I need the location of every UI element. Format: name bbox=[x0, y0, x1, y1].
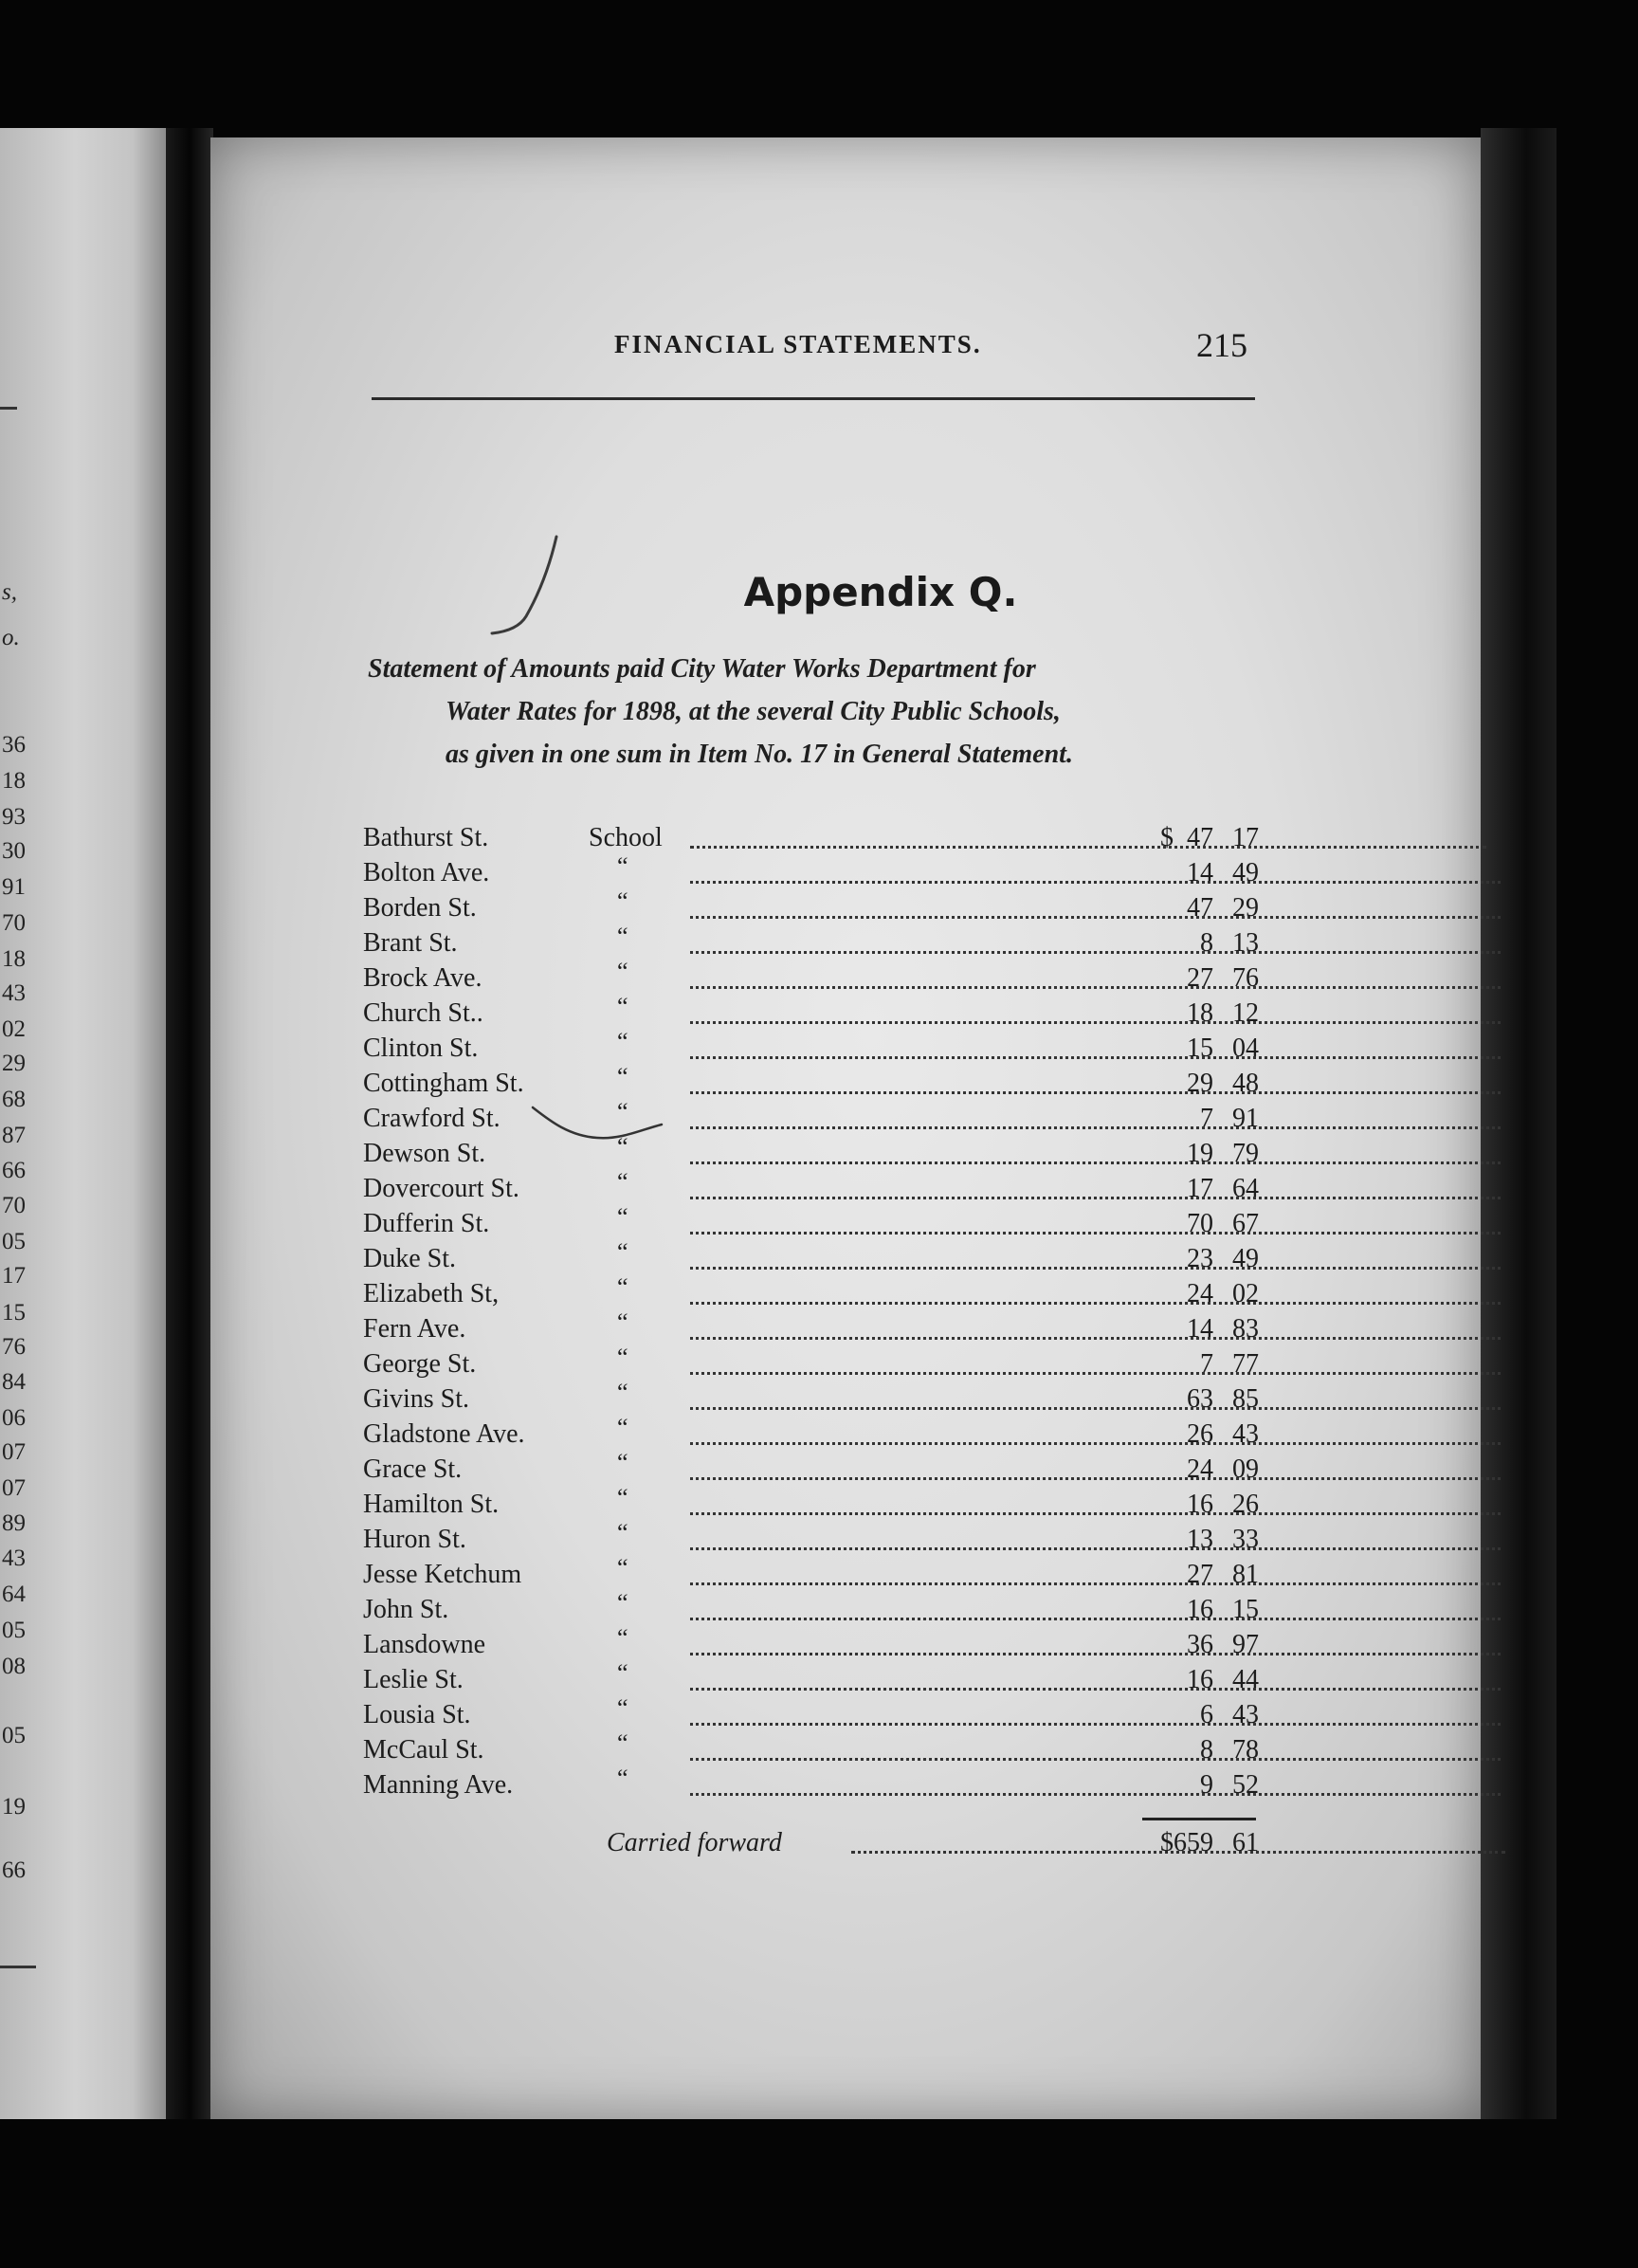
total-rule bbox=[1142, 1818, 1256, 1820]
ditto-mark: “ bbox=[617, 1098, 628, 1125]
amount-dollars: 16 bbox=[1187, 1490, 1213, 1519]
carried-forward-label: Carried forward bbox=[607, 1828, 782, 1857]
previous-page-edge bbox=[0, 128, 166, 2119]
school-name: Lousia St. bbox=[363, 1700, 471, 1729]
ditto-mark: “ bbox=[617, 1273, 628, 1301]
ledger-row bbox=[363, 823, 1259, 858]
ledger-row bbox=[363, 1484, 1259, 1525]
ditto-mark: “ bbox=[617, 1133, 628, 1161]
school-name: Givins St. bbox=[363, 1384, 470, 1414]
book-gutter bbox=[166, 128, 213, 2119]
amount-dollars: 8 bbox=[1200, 1735, 1213, 1765]
previous-page-fragment: 66 bbox=[2, 1857, 26, 1883]
amount bbox=[1175, 1770, 1259, 1801]
dot-leader bbox=[690, 1473, 1501, 1480]
ditto-mark: “ bbox=[617, 1694, 628, 1722]
ditto-mark: “ bbox=[617, 1484, 628, 1511]
amount bbox=[1175, 1033, 1259, 1064]
amount-cents: 17 bbox=[1232, 823, 1259, 852]
ledger-row bbox=[363, 1238, 1259, 1279]
amount bbox=[1175, 1384, 1259, 1415]
dot-leader bbox=[690, 842, 1486, 849]
school-name: Hamilton St. bbox=[363, 1490, 500, 1519]
school-name: McCaul St. bbox=[363, 1735, 484, 1765]
amount-cents: 76 bbox=[1232, 963, 1259, 993]
amount-cents: 85 bbox=[1232, 1384, 1259, 1414]
dot-leader bbox=[690, 1544, 1501, 1550]
amount bbox=[1175, 1104, 1259, 1134]
dot-leader bbox=[690, 912, 1501, 919]
amount bbox=[1175, 1700, 1259, 1730]
school-name: Jesse Ketchum bbox=[363, 1560, 522, 1589]
dot-leader bbox=[690, 1333, 1501, 1340]
ledger-row bbox=[363, 1063, 1259, 1104]
ditto-mark: “ bbox=[617, 1519, 628, 1546]
previous-page-fragment: 93 bbox=[2, 804, 26, 830]
dot-leader bbox=[690, 877, 1501, 884]
ledger-row bbox=[363, 1203, 1259, 1244]
previous-page-fragment: 70 bbox=[2, 1193, 26, 1218]
carried-forward-cents: 61 bbox=[1232, 1828, 1259, 1857]
amount-dollars: 16 bbox=[1187, 1595, 1213, 1624]
ditto-mark: “ bbox=[617, 1624, 628, 1652]
dot-leader bbox=[690, 1579, 1501, 1585]
school-name: Brant St. bbox=[363, 928, 458, 958]
ditto-mark: “ bbox=[617, 958, 628, 985]
amount-cents: 33 bbox=[1232, 1525, 1259, 1554]
ledger-row bbox=[363, 1554, 1259, 1595]
ditto-mark: “ bbox=[617, 1203, 628, 1231]
amount-cents: 29 bbox=[1232, 893, 1259, 923]
dot-leader bbox=[690, 1719, 1501, 1726]
ledger-row bbox=[363, 1379, 1259, 1419]
amount-dollars: 15 bbox=[1187, 1033, 1213, 1063]
amount-dollars: 63 bbox=[1187, 1384, 1213, 1414]
school-label: School bbox=[589, 823, 663, 852]
school-name: Dufferin St. bbox=[363, 1209, 490, 1238]
previous-page-fragment: 18 bbox=[2, 768, 26, 794]
ditto-mark: “ bbox=[617, 1308, 628, 1336]
amount bbox=[1175, 1314, 1259, 1344]
amount bbox=[1175, 928, 1259, 959]
ledger-row bbox=[363, 1765, 1259, 1805]
ledger-row bbox=[363, 1414, 1259, 1454]
previous-page-fragment: 84 bbox=[2, 1369, 26, 1395]
amount-dollars: 7 bbox=[1200, 1104, 1213, 1133]
ledger-row bbox=[363, 852, 1259, 893]
previous-page-fragment: 76 bbox=[2, 1334, 26, 1360]
dot-leader bbox=[690, 1438, 1501, 1445]
dot-leader bbox=[690, 982, 1501, 989]
amount-dollars: 47 bbox=[1187, 823, 1213, 852]
dot-leader bbox=[690, 1403, 1501, 1410]
header-rule bbox=[372, 397, 1255, 400]
previous-page-fragment: 18 bbox=[2, 946, 26, 972]
ditto-mark: “ bbox=[617, 852, 628, 880]
dot-leader bbox=[690, 1509, 1501, 1515]
amount-cents: 49 bbox=[1232, 858, 1259, 887]
amount-cents: 83 bbox=[1232, 1314, 1259, 1344]
ledger-row bbox=[363, 1589, 1259, 1630]
dot-leader bbox=[690, 1614, 1501, 1620]
amount-dollars: 19 bbox=[1187, 1139, 1213, 1168]
amount-cents: 79 bbox=[1232, 1139, 1259, 1168]
school-name: Borden St. bbox=[363, 893, 477, 923]
previous-page-fragment: 66 bbox=[2, 1158, 26, 1183]
dot-leader bbox=[690, 1649, 1501, 1655]
amount-cents: 26 bbox=[1232, 1490, 1259, 1519]
school-name: Crawford St. bbox=[363, 1104, 500, 1133]
previous-page-fragment: s, bbox=[2, 579, 17, 605]
ditto-mark: “ bbox=[617, 993, 628, 1020]
previous-page-fragment: 05 bbox=[2, 1229, 26, 1254]
previous-page-fragment: 19 bbox=[2, 1794, 26, 1820]
amount bbox=[1175, 823, 1259, 853]
ditto-mark: “ bbox=[617, 1414, 628, 1441]
amount bbox=[1175, 1560, 1259, 1590]
school-name: Duke St. bbox=[363, 1244, 456, 1273]
previous-page-fragment: 43 bbox=[2, 1546, 26, 1571]
amount bbox=[1175, 1419, 1259, 1450]
amount-dollars: 14 bbox=[1187, 858, 1213, 887]
previous-page-fragment: 05 bbox=[2, 1723, 26, 1748]
ledger-row bbox=[363, 923, 1259, 963]
previous-page-fragment: 43 bbox=[2, 980, 26, 1006]
ledger-row bbox=[363, 1449, 1259, 1490]
dot-leader bbox=[690, 1684, 1501, 1691]
ledger-row bbox=[363, 1273, 1259, 1314]
ledger-row bbox=[363, 1729, 1259, 1770]
dot-leader bbox=[690, 1298, 1501, 1305]
amount-dollars: 27 bbox=[1187, 963, 1213, 993]
ditto-mark: “ bbox=[617, 887, 628, 915]
school-name: Grace St. bbox=[363, 1454, 463, 1484]
amount-cents: 81 bbox=[1232, 1560, 1259, 1589]
amount-dollars: 27 bbox=[1187, 1560, 1213, 1589]
previous-page-fragment: 02 bbox=[2, 1016, 26, 1042]
ditto-mark: “ bbox=[617, 1554, 628, 1582]
amount-dollars: 6 bbox=[1200, 1700, 1213, 1729]
amount-dollars: 47 bbox=[1187, 893, 1213, 923]
ledger-row bbox=[363, 1344, 1259, 1384]
ink-squiggle-mark bbox=[531, 1102, 664, 1149]
dot-leader bbox=[690, 1228, 1501, 1235]
amount-dollars: 70 bbox=[1187, 1209, 1213, 1238]
school-name: Cottingham St. bbox=[363, 1069, 524, 1098]
amount-cents: 64 bbox=[1232, 1174, 1259, 1203]
ledger-row bbox=[363, 1519, 1259, 1560]
dot-leader bbox=[690, 1052, 1501, 1059]
previous-page-fragment: 05 bbox=[2, 1618, 26, 1643]
amount-cents: 77 bbox=[1232, 1349, 1259, 1379]
ditto-mark: “ bbox=[617, 1729, 628, 1757]
amount-dollars: 16 bbox=[1187, 1665, 1213, 1694]
amount-dollars: 18 bbox=[1187, 998, 1213, 1028]
previous-page-fragment: 08 bbox=[2, 1654, 26, 1679]
amount bbox=[1175, 858, 1259, 888]
dot-leader bbox=[690, 1017, 1501, 1024]
ledger-row bbox=[363, 993, 1259, 1033]
amount bbox=[1175, 1069, 1259, 1099]
ledger-row bbox=[363, 1624, 1259, 1665]
ledger-row bbox=[363, 958, 1259, 998]
amount-dollars: 23 bbox=[1187, 1244, 1213, 1273]
previous-page-fragment: 87 bbox=[2, 1123, 26, 1148]
school-name: Clinton St. bbox=[363, 1033, 479, 1063]
amount-cents: 43 bbox=[1232, 1700, 1259, 1729]
dot-leader bbox=[690, 1088, 1501, 1094]
previous-page-fragment: 30 bbox=[2, 838, 26, 864]
amount bbox=[1175, 1665, 1259, 1695]
amount-dollars: 24 bbox=[1187, 1279, 1213, 1308]
previous-page-fragment: 06 bbox=[2, 1405, 26, 1431]
school-name: John St. bbox=[363, 1595, 449, 1624]
amount bbox=[1175, 1454, 1259, 1485]
amount-cents: 97 bbox=[1232, 1630, 1259, 1659]
amount-dollars: 14 bbox=[1187, 1314, 1213, 1344]
carried-forward-dollars: $659 bbox=[1160, 1828, 1213, 1857]
amount bbox=[1175, 1630, 1259, 1660]
ditto-mark: “ bbox=[617, 1449, 628, 1476]
amount-cents: 12 bbox=[1232, 998, 1259, 1028]
dot-leader bbox=[690, 1754, 1501, 1761]
school-name: George St. bbox=[363, 1349, 477, 1379]
amount bbox=[1175, 963, 1259, 994]
currency-symbol: $ bbox=[1160, 823, 1174, 852]
ditto-mark: “ bbox=[617, 1589, 628, 1617]
school-name: Leslie St. bbox=[363, 1665, 464, 1694]
amount-cents: 15 bbox=[1232, 1595, 1259, 1624]
amount-cents: 04 bbox=[1232, 1033, 1259, 1063]
previous-page-fragment: 29 bbox=[2, 1051, 26, 1076]
amount-dollars: 8 bbox=[1200, 928, 1213, 958]
amount-dollars: 26 bbox=[1187, 1419, 1213, 1449]
ledger-row bbox=[363, 1168, 1259, 1209]
ditto-mark: “ bbox=[617, 1238, 628, 1266]
previous-page-fragment: 91 bbox=[2, 874, 26, 900]
amount-cents: 43 bbox=[1232, 1419, 1259, 1449]
previous-page-total-rule bbox=[0, 1966, 36, 1968]
school-name: Fern Ave. bbox=[363, 1314, 466, 1344]
previous-page-fragment: 17 bbox=[2, 1263, 26, 1289]
amount bbox=[1175, 998, 1259, 1029]
statement-line-3: as given in one sum in Item No. 17 in General Statement. bbox=[446, 740, 1073, 769]
ledger-row bbox=[363, 887, 1259, 928]
previous-page-fragment: 07 bbox=[2, 1439, 26, 1465]
amount-cents: 78 bbox=[1232, 1735, 1259, 1765]
running-head: FINANCIAL STATEMENTS. bbox=[614, 330, 982, 358]
previous-page-rule bbox=[0, 407, 17, 410]
dot-leader bbox=[690, 947, 1501, 954]
previous-page-fragment: 64 bbox=[2, 1582, 26, 1607]
school-name: Gladstone Ave. bbox=[363, 1419, 525, 1449]
amount-cents: 48 bbox=[1232, 1069, 1259, 1098]
statement-line-2: Water Rates for 1898, at the several City Public Schools, bbox=[446, 697, 1061, 726]
statement-line-1: Statement of Amounts paid City Water Works Department for bbox=[368, 654, 1036, 684]
carried-forward-amount bbox=[1160, 1828, 1259, 1858]
dot-leader bbox=[690, 1368, 1501, 1375]
dot-leader bbox=[690, 1193, 1501, 1199]
previous-page-fragment: o. bbox=[2, 625, 20, 650]
ditto-mark: “ bbox=[617, 1379, 628, 1406]
dot-leader bbox=[690, 1263, 1501, 1270]
ledger-row bbox=[363, 1133, 1259, 1174]
amount-dollars: 36 bbox=[1187, 1630, 1213, 1659]
ledger-row bbox=[363, 1694, 1259, 1735]
school-name: Elizabeth St, bbox=[363, 1279, 500, 1308]
amount-cents: 09 bbox=[1232, 1454, 1259, 1484]
ditto-mark: “ bbox=[617, 1063, 628, 1090]
previous-page-fragment: 70 bbox=[2, 910, 26, 936]
ledger-row bbox=[363, 1308, 1259, 1349]
dot-leader bbox=[690, 1123, 1501, 1129]
ditto-mark: “ bbox=[617, 1659, 628, 1687]
amount-dollars: 13 bbox=[1187, 1525, 1213, 1554]
ditto-mark: “ bbox=[617, 923, 628, 950]
amount bbox=[1175, 1139, 1259, 1169]
school-name: Church St.. bbox=[363, 998, 483, 1028]
amount bbox=[1175, 1735, 1259, 1765]
amount-dollars: 24 bbox=[1187, 1454, 1213, 1484]
page-number: 215 bbox=[1196, 326, 1247, 364]
school-name: Manning Ave. bbox=[363, 1770, 514, 1800]
school-name: Bathurst St. bbox=[363, 823, 489, 852]
amount-dollars: 7 bbox=[1200, 1349, 1213, 1379]
amount-cents: 02 bbox=[1232, 1279, 1259, 1308]
previous-page-fragment: 68 bbox=[2, 1087, 26, 1112]
school-name: Lansdowne bbox=[363, 1630, 486, 1659]
ditto-mark: “ bbox=[617, 1765, 628, 1792]
dot-leader bbox=[690, 1789, 1501, 1796]
previous-page-fragment: 36 bbox=[2, 732, 26, 758]
amount bbox=[1175, 1244, 1259, 1274]
school-name: Dewson St. bbox=[363, 1139, 486, 1168]
amount bbox=[1175, 1525, 1259, 1555]
amount-dollars: 17 bbox=[1187, 1174, 1213, 1203]
school-name: Bolton Ave. bbox=[363, 858, 490, 887]
school-name: Dovercourt St. bbox=[363, 1174, 519, 1203]
amount bbox=[1175, 1595, 1259, 1625]
amount-cents: 49 bbox=[1232, 1244, 1259, 1273]
amount bbox=[1175, 1279, 1259, 1309]
carried-forward-row bbox=[363, 1828, 1259, 1863]
school-name: Huron St. bbox=[363, 1525, 466, 1554]
amount bbox=[1175, 1174, 1259, 1204]
previous-page-fragment: 89 bbox=[2, 1510, 26, 1536]
ditto-mark: “ bbox=[617, 1344, 628, 1371]
amount bbox=[1175, 1209, 1259, 1239]
amount-cents: 13 bbox=[1232, 928, 1259, 958]
ditto-mark: “ bbox=[617, 1168, 628, 1196]
amount-cents: 52 bbox=[1232, 1770, 1259, 1800]
ledger-row bbox=[363, 1098, 1259, 1139]
amount-dollars: 29 bbox=[1187, 1069, 1213, 1098]
ledger-row bbox=[363, 1659, 1259, 1700]
previous-page-fragment: 07 bbox=[2, 1475, 26, 1501]
amount-dollars: 9 bbox=[1200, 1770, 1213, 1800]
appendix-title: Appendix Q. bbox=[743, 569, 1018, 615]
ditto-mark: “ bbox=[617, 1028, 628, 1055]
amount bbox=[1175, 1490, 1259, 1520]
amount-cents: 67 bbox=[1232, 1209, 1259, 1238]
amount-cents: 44 bbox=[1232, 1665, 1259, 1694]
amount-cents: 91 bbox=[1232, 1104, 1259, 1133]
school-name: Brock Ave. bbox=[363, 963, 482, 993]
amount bbox=[1175, 1349, 1259, 1380]
amount bbox=[1175, 893, 1259, 924]
ledger-row bbox=[363, 1028, 1259, 1069]
dot-leader bbox=[690, 1158, 1501, 1164]
previous-page-fragment: 15 bbox=[2, 1300, 26, 1326]
